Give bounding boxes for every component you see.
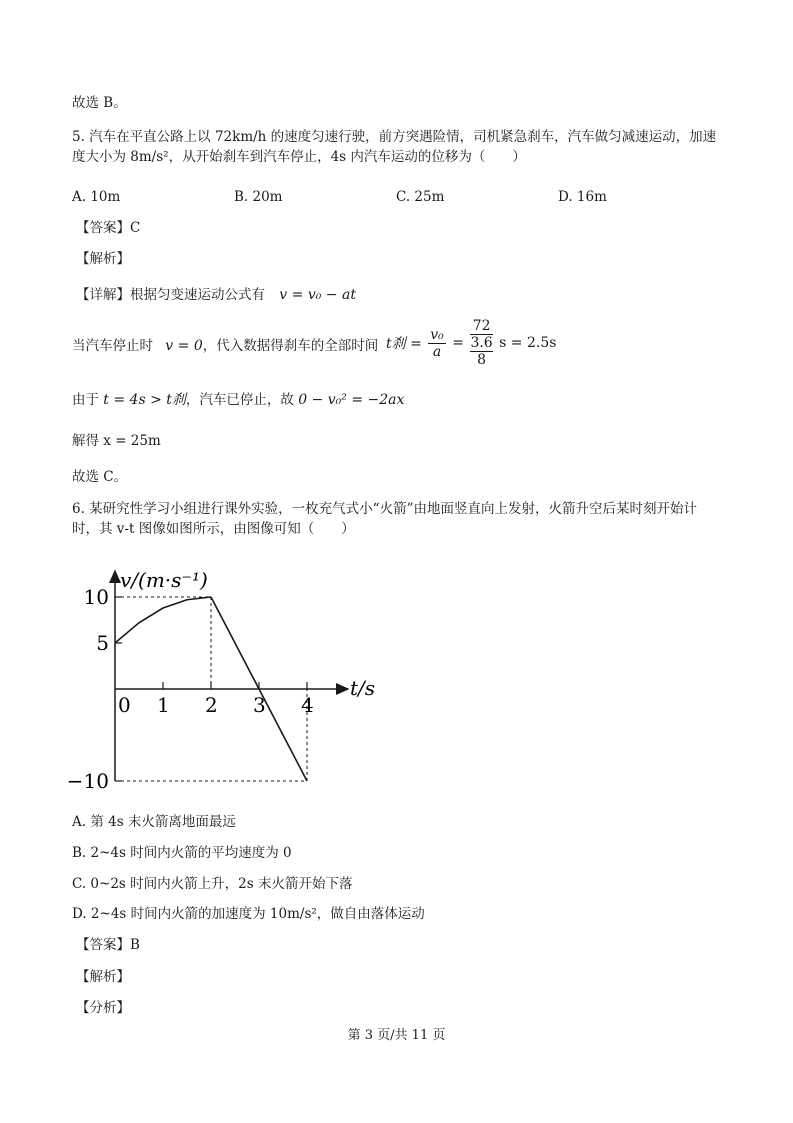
q5-since-text: ，汽车已停止，故 bbox=[185, 392, 294, 408]
y-tick-label--10: −10 bbox=[66, 769, 109, 793]
q6-analysis-label: 【解析】 bbox=[76, 969, 130, 985]
x-axis-label: t/s bbox=[350, 676, 376, 700]
q5-option-d: D. 16m bbox=[558, 189, 607, 205]
q6-option-d: D. 2~4s 时间内火箭的加速度为 10m/s²，做自由落体运动 bbox=[72, 906, 425, 922]
question-6-stem: 6. 某研究性学习小组进行课外实验，一枚充气式小“火箭”由地面竖直向上发射，火箭升空后某时刻开始计时，其 v-t 图像如图所示，由图像可知（ ） bbox=[72, 501, 697, 537]
q5-detail-label: 【详解】根据匀变速运动公式有 bbox=[76, 287, 265, 303]
q5-since-line bbox=[72, 390, 404, 410]
x-tick-label-3: 3 bbox=[253, 693, 266, 717]
q5-analysis-label: 【解析】 bbox=[76, 251, 130, 267]
q5-frac-36: 3.6 bbox=[470, 335, 493, 351]
q5-stop-line bbox=[72, 336, 378, 356]
q5-answer: 【答案】C bbox=[76, 220, 141, 236]
q5-detail-line bbox=[76, 285, 356, 305]
q5-frac-8: 8 bbox=[477, 352, 487, 368]
q5-t-result: s = 2.5s bbox=[499, 335, 557, 351]
x-tick-label-4: 4 bbox=[301, 693, 314, 717]
q5-stop-text2: ，代入数据得刹车的全部时间 bbox=[202, 338, 379, 354]
x-tick-label-0: 0 bbox=[118, 693, 131, 717]
q6-option-b: B. 2~4s 时间内火箭的平均速度为 0 bbox=[72, 845, 292, 861]
q6-fenxi-label: 【分析】 bbox=[76, 1000, 130, 1016]
q5-stop-text: 当汽车停止时 bbox=[72, 338, 153, 354]
q5-fraction-v0-a bbox=[428, 327, 446, 360]
y-tick-label-5: 5 bbox=[96, 631, 109, 655]
y-tick-label-10: 10 bbox=[83, 585, 109, 609]
q5-frac-den: a bbox=[432, 343, 442, 360]
q5-option-c: C. 25m bbox=[396, 189, 445, 205]
page-footer: 第 3 页/共 11 页 bbox=[347, 1028, 446, 1043]
q6-option-c: C. 0~2s 时间内火箭上升，2s 末火箭开始下落 bbox=[72, 876, 353, 892]
q5-frac-num: v₀ bbox=[430, 326, 444, 343]
x-tick-label-2: 2 bbox=[205, 693, 218, 717]
q6-answer: 【答案】B bbox=[76, 937, 140, 953]
q6-option-a: A. 第 4s 末火箭离地面最远 bbox=[72, 814, 236, 830]
q5-t-lhs: t刹 = bbox=[386, 336, 422, 352]
q5-solve: 解得 x = 25m bbox=[72, 433, 161, 449]
question-5-stem: 5. 汽车在平直公路上以 72km/h 的速度匀速行驶，前方突遇险情，司机紧急刹车，汽车做匀减速运动，加速度大小为 8m/s²，从开始刹车到汽车停止，4s 内汽车运动的位移为（ ） bbox=[72, 129, 717, 165]
q5-fraction-numeric bbox=[470, 318, 492, 368]
q5-option-a: A. 10m bbox=[72, 189, 121, 205]
x-tick-label-1: 1 bbox=[157, 693, 170, 717]
q5-since-expr: t = 4s > t刹 bbox=[103, 392, 186, 408]
q5-time-formula: t刹 = $\frac{\text{v₀}}{a}$ = 72 3.6 8 s = 2.5s bbox=[386, 318, 557, 368]
y-axis-label: v/(m·s⁻¹) bbox=[120, 568, 208, 592]
q5-since: 由于 bbox=[72, 392, 99, 408]
q5-frac-72: 72 bbox=[470, 318, 492, 335]
q5-v-zero: v = 0 bbox=[165, 338, 203, 354]
vt-graph bbox=[66, 563, 410, 803]
q5-since-formula: 0 − v₀² = −2ax bbox=[298, 392, 405, 408]
series-line-1 bbox=[115, 597, 211, 643]
q5-formula-v: v = v₀ − at bbox=[279, 287, 356, 303]
prev-conclusion: 故选 B。 bbox=[72, 95, 127, 111]
q5-conclusion: 故选 C。 bbox=[72, 469, 128, 485]
q5-option-b: B. 20m bbox=[234, 189, 283, 205]
